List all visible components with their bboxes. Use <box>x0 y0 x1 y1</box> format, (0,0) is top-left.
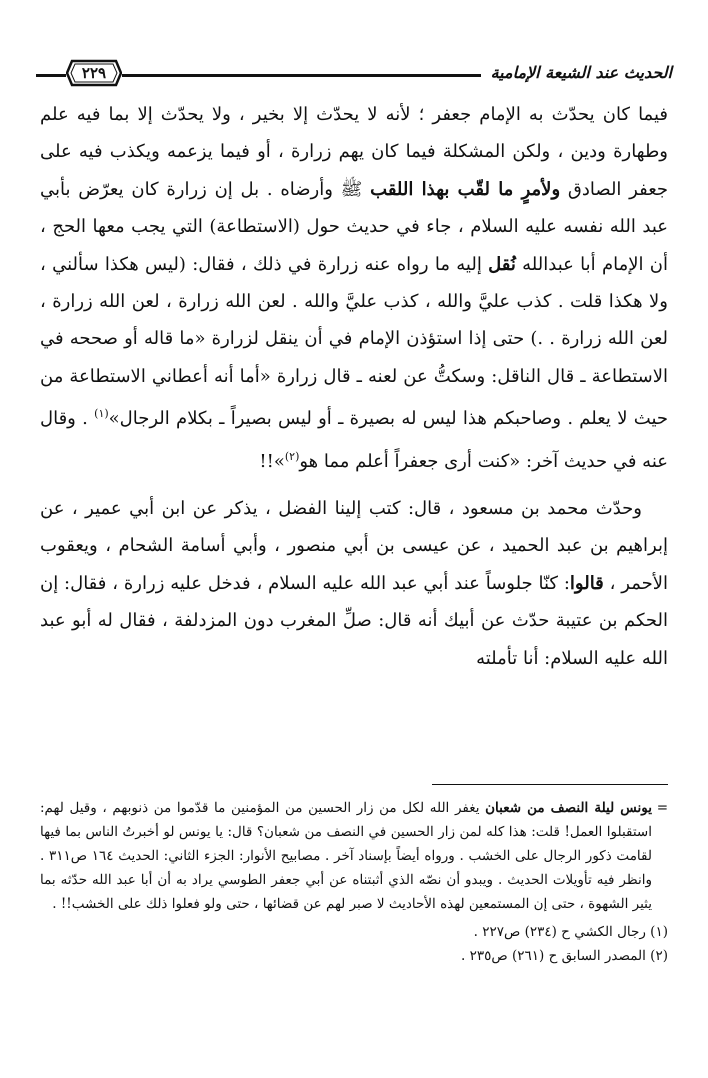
text-run: »!! <box>259 450 285 472</box>
paragraph-1 <box>40 96 668 480</box>
main-text <box>40 96 668 677</box>
footnote-separator <box>432 784 668 785</box>
bold-phrase: قالوا <box>569 572 604 594</box>
paragraph-2 <box>40 490 668 677</box>
continuation-mark: = <box>656 800 668 816</box>
footnote-marker: (٢) <box>284 449 300 463</box>
text-run: فيما كان يحدّث به الإمام جعفر ؛ لأنه لا يحدّث إلا بخير ، ولا يحدّث إلا بما فيه علم وطهارة ودين ، ولكن المشكلة فيما كان يهم زرارة ، أو فيما يزعمه ويكذب فيه على جعفر الصادق <box>40 104 669 200</box>
page-number-badge <box>66 58 122 88</box>
bold-phrase: ولأمرٍ ما لقّب بهذا اللقب <box>370 178 561 200</box>
bold-phrase: نُقل <box>488 253 516 275</box>
footnote-1: (١) رجال الكشي ح (٢٣٤) ص٢٢٧ . <box>473 924 668 940</box>
footnote-text: يغفر الله لكل من زار الحسين من المؤمنين ما قدّموا من ذنوبهم ، وقيل لهم: استقبلوا العمل! قلت: هذا كله لمن زار الحسين في النصف من شعبان؟ قال: يا يونس لو أخبرتُ الناس بما فيها لقامت ذكور الرجال على الخشب . ورواه أيضاً بإسناد آخر . مصابيح الأنوار: الجزء الثاني: الحديث ١٦٤ ص٣١١ . وانظر فيه تأويلات الحديث . ويبدو أن نصّه الذي أثبتناه عن أبي جعفر الطوسي يراد به أن أبا عبد الله حدّثه بما يثير الشهوة ، حتى إن المستمعين لهذه الأحاديث لا صبر لهم عن قضائها ، حتى ولو فعلوا ذلك على الخشب!! . <box>40 800 652 912</box>
page-number: ٢٢٩ <box>81 64 107 82</box>
footnote-2: (٢) المصدر السابق ح (٢٦١) ص٢٣٥ . <box>461 948 668 964</box>
footnote-marker: (١) <box>94 407 109 421</box>
text-run: إليه ما رواه عنه زرارة في ذلك ، فقال: (ليس هكذا سألني ، ولا هكذا قلت . كذب عليَّ والله ، كذب عليَّ والله . لعن الله زرارة ، لعن الله زرارة ، لعن الله زرارة . .) حتى إذا استؤذن الإمام في أن ينقل لزرارة «ما قاله أو صححه في الاستطاعة ـ قال الناقل: وسكتُّ عن لعنه ـ قال زرارة «أما أنه أعطاني الاستطاعة من حيث لا يعلم . وصاحبكم هذا ليس له بصيرة ـ أو ليس بصيراً ـ بكلام الرجال» <box>40 253 668 430</box>
running-title: الحديث عند الشيعة الإمامية <box>481 60 672 86</box>
text-run: وحدّث محمد بن مسعود ، قال: كتب إلينا الفضل ، يذكر عن ابن أبي عمير ، عن إبراهيم بن عبد الحميد ، عن عيسى بن أبي منصور ، وأبي أسامة الشحام ، ويعقوب الأحمر ، <box>40 498 668 594</box>
footnote-continuation <box>40 796 668 916</box>
text-run: ﷺ وأرضاه . بل إن زرارة كان يعرّض بأبي عبد الله نفسه عليه السلام ، جاء في حديث حول (الاستطاعة) التي يجب معها الحج ، أن الإمام أبا عبدالله <box>40 178 668 275</box>
bold-phrase: يونس ليلة النصف من شعبان <box>485 800 652 816</box>
text-run: . وقال عنه في حديث آخر: «كنت أرى جعفراً أعلم مما هو <box>40 408 668 472</box>
text-run: : كنّا جلوساً عند أبي عبد الله عليه السلام ، فدخل عليه زرارة ، فقال: إن الحكم بن عتيبة حدّث عن أبيك أنه قال: صلِّ المغرب دون المزدلفة ، فقال له أبو عبد الله عليه السلام: أنا تأملته <box>40 572 668 669</box>
footnotes <box>40 796 668 968</box>
page-header <box>36 58 672 88</box>
